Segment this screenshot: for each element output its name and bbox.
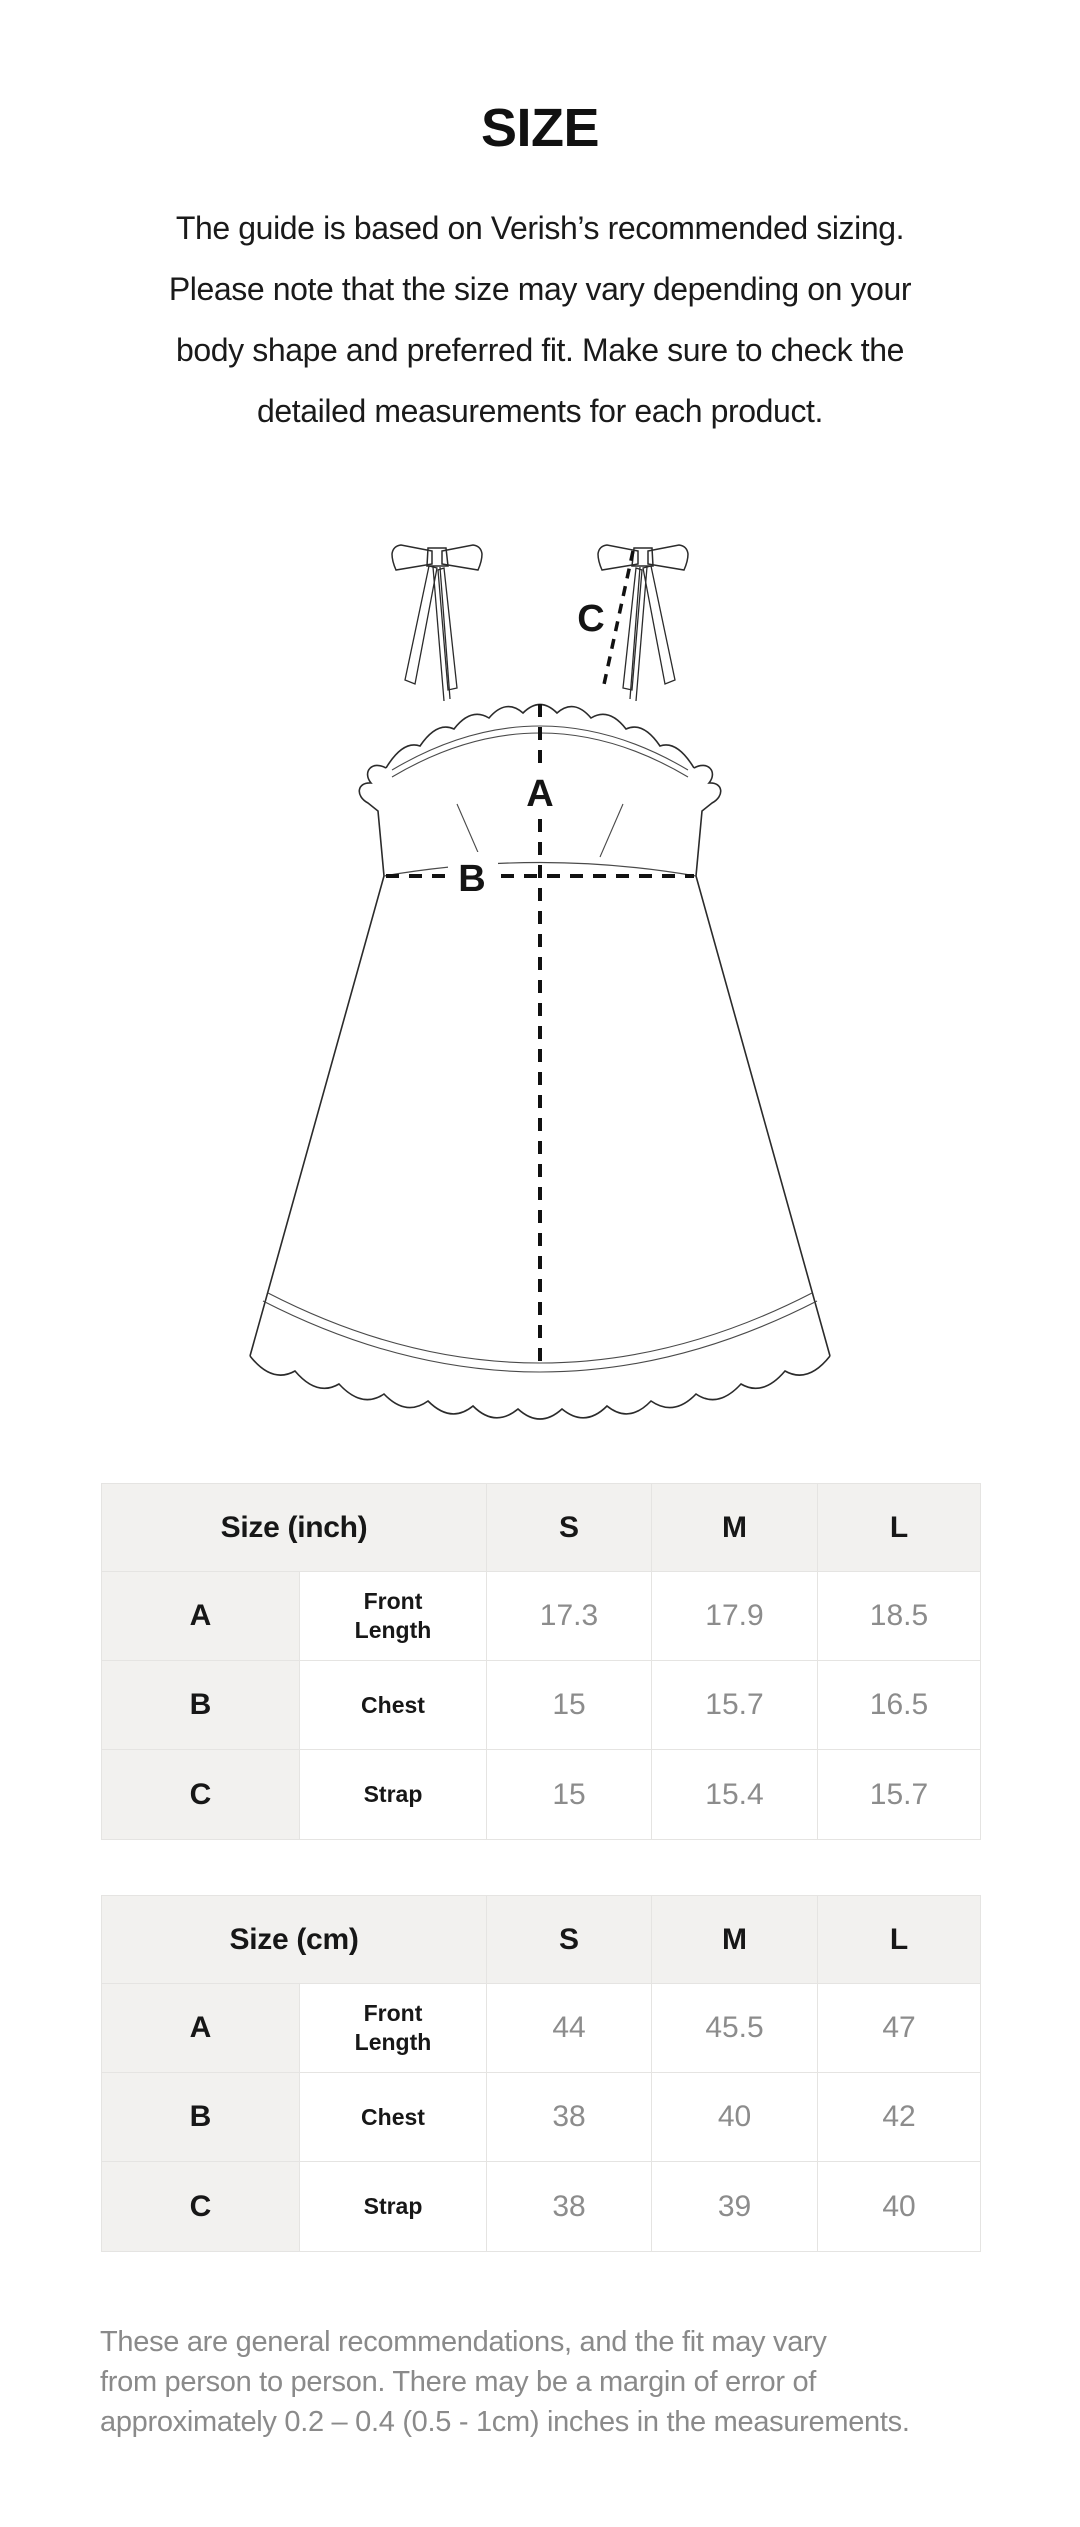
row-key-cell: B <box>102 1661 300 1750</box>
intro-line: The guide is based on Verish’s recommended sizing. <box>175 210 905 246</box>
value-cell: 44 <box>487 1984 652 2073</box>
table-row <box>102 1661 981 1750</box>
footnote-paragraph <box>100 2322 1030 2442</box>
value-cell: 16.5 <box>818 1661 981 1750</box>
column-header-m: M <box>652 1484 818 1572</box>
table-row <box>102 1750 981 1840</box>
value-cell: 17.3 <box>487 1572 652 1661</box>
dress-left-half <box>250 545 482 1356</box>
value-cell: 42 <box>818 2073 981 2162</box>
footnote-line: from person to person. There may be a margin of error of <box>100 2366 817 2398</box>
column-header-l: L <box>818 1484 981 1572</box>
table-row <box>102 1572 981 1661</box>
value-cell: 15.7 <box>818 1750 981 1840</box>
measurement-lines <box>386 551 694 1362</box>
table-header-row <box>102 1484 981 1572</box>
column-header-l: L <box>818 1896 981 1984</box>
measure-label: Chest <box>361 2103 425 2130</box>
table-header-row <box>102 1896 981 1984</box>
table-title-cell: Size (cm) <box>102 1896 487 1984</box>
row-key-cell: C <box>102 2162 300 2252</box>
value-cell: 15.4 <box>652 1750 818 1840</box>
row-key-cell: A <box>102 1572 300 1661</box>
column-header-m: M <box>652 1896 818 1984</box>
measure-label-cell <box>300 2162 487 2252</box>
intro-line: body shape and preferred fit. Make sure to check the <box>175 332 905 368</box>
page-title: SIZE <box>480 98 600 158</box>
row-key-cell: B <box>102 2073 300 2162</box>
intro-line: Please note that the size may vary depending on your <box>168 271 912 307</box>
value-cell: 40 <box>818 2162 981 2252</box>
value-cell: 38 <box>487 2073 652 2162</box>
measure-label-cell <box>300 1984 487 2073</box>
row-key-cell: A <box>102 1984 300 2073</box>
size-table-inch <box>101 1483 981 1840</box>
value-cell: 47 <box>818 1984 981 2073</box>
measure-label-cell <box>300 1572 487 1661</box>
dress-diagram <box>150 525 930 1465</box>
measure-label: Front Length <box>354 2000 432 2055</box>
measurement-line-c <box>603 551 633 689</box>
footnote-line: approximately 0.2 – 0.4 (0.5 - 1cm) inches in the measurements. <box>100 2406 910 2438</box>
intro-line: detailed measurements for each product. <box>256 393 824 429</box>
table-row <box>102 2073 981 2162</box>
value-cell: 45.5 <box>652 1984 818 2073</box>
row-key-cell: C <box>102 1750 300 1840</box>
value-cell: 18.5 <box>818 1572 981 1661</box>
table-row <box>102 1984 981 2073</box>
value-cell: 15 <box>487 1750 652 1840</box>
measure-label-cell <box>300 2073 487 2162</box>
measure-label: Strap <box>363 1781 423 1807</box>
dress-right-half <box>598 545 830 1356</box>
value-cell: 15.7 <box>652 1661 818 1750</box>
column-header-s: S <box>487 1484 652 1572</box>
intro-paragraph <box>0 198 1080 442</box>
measure-label: Chest <box>361 1691 425 1718</box>
measurement-label-c: C <box>577 598 605 640</box>
column-header-s: S <box>487 1896 652 1984</box>
measurement-label-b: B <box>458 858 486 900</box>
measure-label-cell <box>300 1750 487 1840</box>
value-cell: 17.9 <box>652 1572 818 1661</box>
table-title-cell: Size (inch) <box>102 1484 487 1572</box>
measure-label-cell <box>300 1661 487 1750</box>
value-cell: 15 <box>487 1661 652 1750</box>
value-cell: 39 <box>652 2162 818 2252</box>
measure-label: Front Length <box>354 1588 432 1643</box>
footnote-line: These are general recommendations, and the fit may vary <box>100 2326 827 2358</box>
measure-label: Strap <box>363 2193 423 2219</box>
size-table-cm <box>101 1895 981 2252</box>
value-cell: 38 <box>487 2162 652 2252</box>
measurement-label-a: A <box>526 773 554 815</box>
value-cell: 40 <box>652 2073 818 2162</box>
table-row <box>102 2162 981 2252</box>
